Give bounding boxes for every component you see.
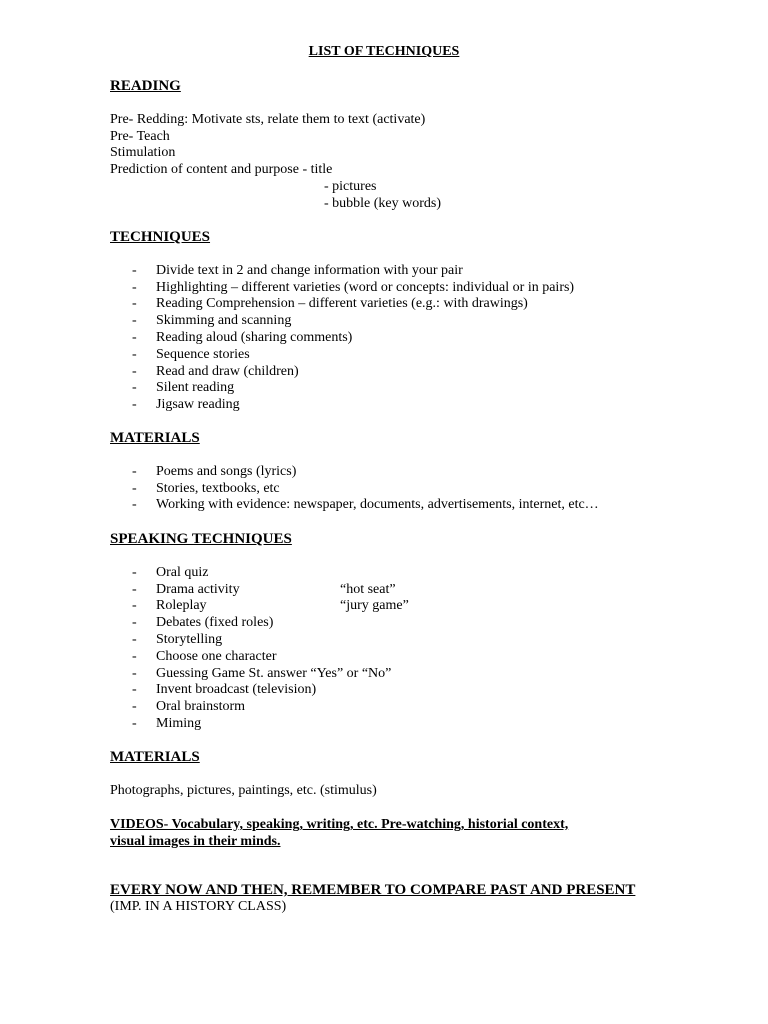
list-item: [110, 497, 599, 514]
document-title: LIST OF TECHNIQUES: [308, 44, 460, 59]
list-item-text: Stories, textbooks, etc: [156, 480, 280, 496]
list-item: [110, 330, 574, 347]
speaking-list: [110, 564, 409, 733]
list-item: [110, 598, 409, 615]
materials-heading-2: MATERIALS: [110, 749, 200, 765]
list-item-text: Miming: [156, 715, 202, 731]
list-item-text: Oral brainstorm: [156, 699, 246, 715]
dash-bullet: -: [132, 329, 137, 345]
list-item: [110, 296, 574, 313]
list-item: [110, 682, 391, 699]
speaking-heading: SPEAKING TECHNIQUES: [110, 531, 292, 547]
materials-section-2: [110, 749, 377, 800]
list-item-text: Debates (fixed roles): [156, 615, 274, 631]
reminder-note: (IMP. IN A HISTORY CLASS): [110, 898, 287, 914]
list-item-text: Reading Comprehension – different varieties (e.g.: with drawings): [156, 296, 528, 312]
materials-heading: MATERIALS: [110, 430, 200, 446]
list-item-extra: “hot seat”: [340, 581, 396, 597]
techniques-list: [110, 263, 574, 414]
list-item-text: Storytelling: [156, 631, 223, 647]
list-item-text: Choose one character: [156, 648, 277, 664]
list-item: [110, 280, 574, 297]
list-item-text: Skimming and scanning: [156, 313, 292, 329]
speaking-section: [110, 531, 409, 733]
list-item-text: Drama activity: [156, 581, 240, 597]
reminder-section: [110, 882, 635, 916]
videos-section: [110, 817, 568, 851]
dash-bullet: -: [132, 615, 137, 631]
reading-line: Pre- Teach: [110, 128, 170, 144]
dash-bullet: -: [132, 497, 137, 513]
dash-bullet: -: [132, 581, 137, 597]
list-item-text: Silent reading: [156, 380, 235, 396]
list-item-text: Guessing Game St. answer “Yes” or “No”: [156, 665, 392, 681]
list-item-text: Read and draw (children): [156, 363, 299, 379]
list-item-text: Roleplay: [156, 598, 207, 614]
dash-bullet: -: [132, 279, 137, 295]
reading-line: Prediction of content and purpose - title: [110, 162, 333, 178]
list-item-text: Oral quiz: [156, 564, 209, 580]
dash-bullet: -: [132, 598, 137, 614]
reading-heading: READING: [110, 78, 181, 94]
list-item-text: Poems and songs (lyrics): [156, 463, 297, 479]
reading-line: Stimulation: [110, 145, 176, 161]
dash-bullet: -: [132, 397, 137, 413]
list-item: [110, 347, 574, 364]
reading-section: [110, 78, 441, 213]
dash-bullet: -: [132, 346, 137, 362]
materials-section: [110, 430, 599, 514]
dash-bullet: -: [132, 380, 137, 396]
dash-bullet: -: [132, 631, 137, 647]
list-item-extra: “jury game”: [340, 598, 409, 614]
list-item: [110, 464, 599, 481]
list-item-text: Jigsaw reading: [156, 397, 240, 413]
dash-bullet: -: [132, 648, 137, 664]
dash-bullet: -: [132, 665, 137, 681]
list-item: [110, 313, 574, 330]
list-item: [110, 263, 574, 280]
list-item-text: Reading aloud (sharing comments): [156, 329, 353, 345]
list-item: [110, 666, 391, 683]
materials-text: Photographs, pictures, paintings, etc. (stimulus): [110, 782, 377, 798]
list-item-text: Working with evidence: newspaper, documents, advertisements, internet, etc…: [156, 497, 599, 513]
dash-bullet: -: [132, 363, 137, 379]
list-item: [110, 632, 391, 649]
list-item-text: Invent broadcast (television): [156, 682, 317, 698]
dash-bullet: -: [132, 682, 137, 698]
list-item-text: Sequence stories: [156, 346, 250, 362]
list-item: [110, 397, 574, 414]
dash-bullet: -: [132, 564, 137, 580]
techniques-section: [110, 229, 574, 414]
list-item: [110, 716, 391, 733]
list-item: [110, 581, 396, 599]
dash-bullet: -: [132, 480, 137, 496]
dash-bullet: -: [132, 715, 137, 731]
dash-bullet: -: [132, 313, 137, 329]
reading-subline: - pictures: [324, 178, 377, 194]
list-item: [110, 364, 574, 381]
list-item: [110, 649, 391, 666]
materials-list: [110, 464, 599, 514]
dash-bullet: -: [132, 296, 137, 312]
list-item-text: Divide text in 2 and change information with your pair: [156, 262, 463, 278]
dash-bullet: -: [132, 463, 137, 479]
list-item: [110, 699, 391, 716]
reading-subline: - bubble (key words): [324, 195, 442, 211]
list-item-text: Highlighting – different varieties (word or concepts: individual or in pairs): [156, 279, 575, 295]
videos-line: visual images in their minds.: [110, 833, 281, 849]
reading-line: Pre- Redding: Motivate sts, relate them to text (activate): [110, 111, 426, 127]
techniques-heading: TECHNIQUES: [110, 229, 211, 245]
videos-line: VIDEOS- Vocabulary, speaking, writing, etc. Pre-watching, historial context,: [110, 817, 569, 832]
list-item: [110, 481, 599, 498]
list-item: [110, 565, 391, 582]
list-item: [110, 615, 391, 632]
dash-bullet: -: [132, 262, 137, 278]
dash-bullet: -: [132, 699, 137, 715]
reminder-heading: EVERY NOW AND THEN, REMEMBER TO COMPARE PAST AND PRESENT: [110, 882, 636, 898]
list-item: [110, 380, 574, 397]
